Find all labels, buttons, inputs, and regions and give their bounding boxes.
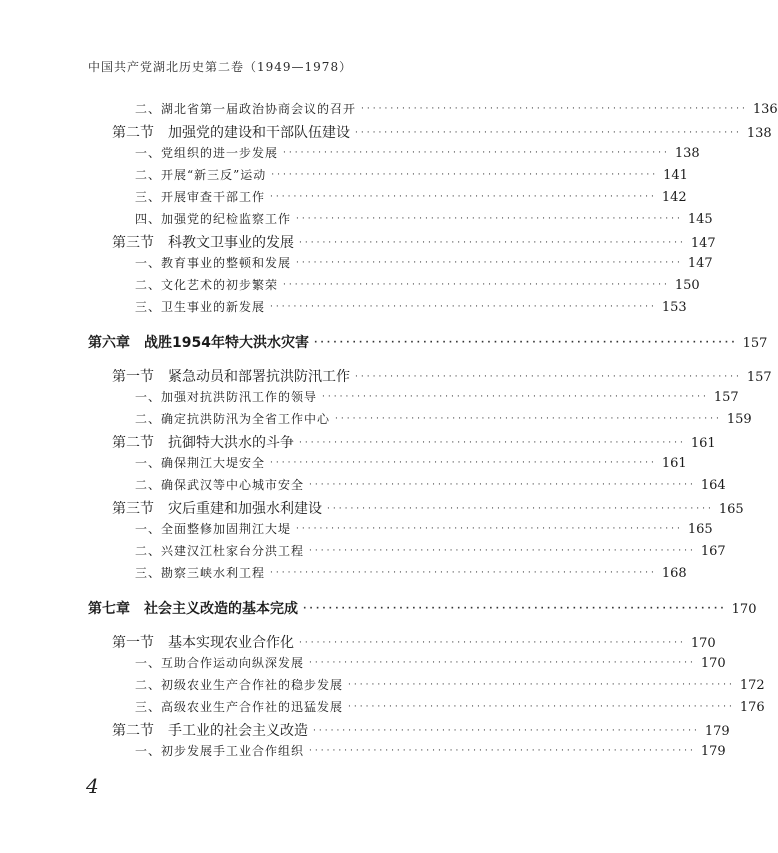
toc-entry[interactable] <box>135 144 700 161</box>
toc-entry-page: 157 <box>746 370 772 385</box>
toc-entry-page: 176 <box>739 700 765 715</box>
toc-entry-page: 161 <box>690 436 716 451</box>
dot-leader: ·································································· <box>355 372 742 382</box>
toc-entry-page: 138 <box>746 126 772 141</box>
toc-entry-title: 一、确保荆江大堤安全 <box>135 456 266 470</box>
dot-leader: ·································································· <box>270 458 657 468</box>
toc-entry-title: 第一节 紧急动员和部署抗洪防汛工作 <box>112 369 350 385</box>
toc-entry-page: 147 <box>690 236 716 251</box>
toc-entry-page: 170 <box>700 656 726 671</box>
toc-entry[interactable] <box>135 254 713 271</box>
dot-leader: ·································································· <box>299 438 686 448</box>
dot-leader: ·································································· <box>296 258 683 268</box>
dot-leader: ·································································· <box>322 392 709 402</box>
toc-entry[interactable] <box>112 432 716 452</box>
toc-entry[interactable] <box>112 632 716 652</box>
toc-entry-page: 165 <box>718 502 744 517</box>
toc-entry[interactable] <box>135 210 713 227</box>
dot-leader: ·································································· <box>313 726 700 736</box>
toc-entry-title: 二、确保武汉等中心城市安全 <box>135 478 305 492</box>
dot-leader: ·································································· <box>296 524 683 534</box>
dot-leader: ·································································· <box>270 192 657 202</box>
page-number: 4 <box>86 774 99 798</box>
dot-leader: ·································································· <box>299 238 686 248</box>
toc-entry[interactable] <box>135 676 765 693</box>
toc-entry-title: 四、加强党的纪检监察工作 <box>135 212 292 226</box>
toc-entry-title: 一、教育事业的整顿和发展 <box>135 256 292 270</box>
toc-entry-title: 第二节 加强党的建设和干部队伍建设 <box>112 125 350 141</box>
toc-entry-title: 二、文化艺术的初步繁荣 <box>135 278 279 292</box>
toc-entry-title: 第六章 战胜1954年特大洪水灾害 <box>88 335 309 351</box>
toc-entry-page: 164 <box>700 478 726 493</box>
toc-entry-title: 二、湖北省第一届政治协商会议的召开 <box>135 102 357 116</box>
toc-entry[interactable] <box>135 476 726 493</box>
toc-entry[interactable] <box>112 720 730 740</box>
toc-entry-page: 172 <box>739 678 765 693</box>
dot-leader: ·································································· <box>303 604 727 614</box>
toc-entry-page: 153 <box>661 300 687 315</box>
toc-entry-title: 二、初级农业生产合作社的稳步发展 <box>135 678 344 692</box>
toc-entry-page: 138 <box>674 146 700 161</box>
toc-entry[interactable] <box>135 166 688 183</box>
toc-entry-page: 170 <box>690 636 716 651</box>
toc-entry-title: 一、全面整修加固荆江大堤 <box>135 522 292 536</box>
toc-entry-page: 159 <box>726 412 752 427</box>
toc-entry-title: 第二节 手工业的社会主义改造 <box>112 723 308 739</box>
toc-entry-page: 170 <box>731 602 757 617</box>
toc-entry-page: 179 <box>700 744 726 759</box>
toc-entry-page: 161 <box>661 456 687 471</box>
toc-entry-title: 一、互助合作运动向纵深发展 <box>135 656 305 670</box>
toc-entry[interactable] <box>135 542 726 559</box>
toc-entry-page: 145 <box>687 212 713 227</box>
toc-entry-page: 157 <box>713 390 739 405</box>
toc-entry[interactable] <box>112 366 772 386</box>
toc-entry-page: 157 <box>742 336 768 351</box>
dot-leader: ·································································· <box>270 302 657 312</box>
toc-entry[interactable] <box>112 122 772 142</box>
dot-leader: ·································································· <box>283 148 670 158</box>
toc-entry[interactable] <box>135 298 687 315</box>
toc-entry[interactable] <box>135 388 739 405</box>
toc-entry-title: 一、党组织的进一步发展 <box>135 146 279 160</box>
toc-entry[interactable] <box>135 698 765 715</box>
dot-leader: ·································································· <box>313 338 738 348</box>
dot-leader: ·································································· <box>348 702 735 712</box>
toc-entry[interactable] <box>135 742 726 759</box>
dot-leader: ·································································· <box>299 638 686 648</box>
toc-entry-title: 第三节 科教文卫事业的发展 <box>112 235 294 251</box>
dot-leader: ·································································· <box>296 214 683 224</box>
dot-leader: ·································································· <box>309 746 696 756</box>
toc-entry-title: 第一节 基本实现农业合作化 <box>112 635 294 651</box>
toc-entry-page: 165 <box>687 522 713 537</box>
dot-leader: ·································································· <box>335 414 722 424</box>
toc-entry[interactable] <box>135 100 778 117</box>
dot-leader: ·································································· <box>327 504 714 514</box>
toc-entry[interactable] <box>135 654 726 671</box>
toc-entry-title: 二、确定抗洪防汛为全省工作中心 <box>135 412 331 426</box>
dot-leader: ·································································· <box>355 128 742 138</box>
toc-entry-title: 三、勘察三峡水利工程 <box>135 566 266 580</box>
toc-entry[interactable] <box>135 188 687 205</box>
toc-entry[interactable] <box>112 498 744 518</box>
toc-entry[interactable] <box>135 276 700 293</box>
toc-entry-title: 二、开展“新三反”运动 <box>135 168 267 182</box>
toc-entry-title: 三、高级农业生产合作社的迅猛发展 <box>135 700 344 714</box>
toc-entry-title: 二、兴建汉江杜家台分洪工程 <box>135 544 305 558</box>
toc-entry-page: 179 <box>704 724 730 739</box>
toc-entry[interactable] <box>135 520 713 537</box>
toc-chapter[interactable] <box>88 332 768 352</box>
toc-entry-page: 141 <box>663 168 688 183</box>
toc-entry-title: 三、卫生事业的新发展 <box>135 300 266 314</box>
toc-entry-title: 三、开展审查干部工作 <box>135 190 266 204</box>
toc-entry[interactable] <box>135 454 687 471</box>
dot-leader: ·································································· <box>361 104 748 114</box>
toc-entry-page: 167 <box>700 544 726 559</box>
toc-entry-title: 一、加强对抗洪防汛工作的领导 <box>135 390 318 404</box>
dot-leader: ·································································· <box>283 280 670 290</box>
dot-leader: ·································································· <box>309 546 696 556</box>
toc-entry-page: 142 <box>661 190 687 205</box>
toc-entry[interactable] <box>135 410 752 427</box>
dot-leader: ·································································· <box>271 170 659 180</box>
toc-entry[interactable] <box>112 232 716 252</box>
toc-entry-page: 168 <box>661 566 687 581</box>
dot-leader: ·································································· <box>270 568 657 578</box>
toc-entry-title: 一、初步发展手工业合作组织 <box>135 744 305 758</box>
toc-entry-title: 第三节 灾后重建和加强水利建设 <box>112 501 322 517</box>
toc-entry[interactable] <box>135 564 687 581</box>
dot-leader: ·································································· <box>309 480 696 490</box>
toc-entry-page: 150 <box>674 278 700 293</box>
running-head: 中国共产党湖北历史第二卷（1949—1978） <box>88 60 353 74</box>
toc-entry-page: 136 <box>752 102 778 117</box>
toc-entry-title: 第七章 社会主义改造的基本完成 <box>88 601 298 617</box>
toc-entry-title: 第二节 抗御特大洪水的斗争 <box>112 435 294 451</box>
toc-entry-page: 147 <box>687 256 713 271</box>
dot-leader: ·································································· <box>309 658 696 668</box>
toc-chapter[interactable] <box>88 598 757 618</box>
dot-leader: ·································································· <box>348 680 735 690</box>
